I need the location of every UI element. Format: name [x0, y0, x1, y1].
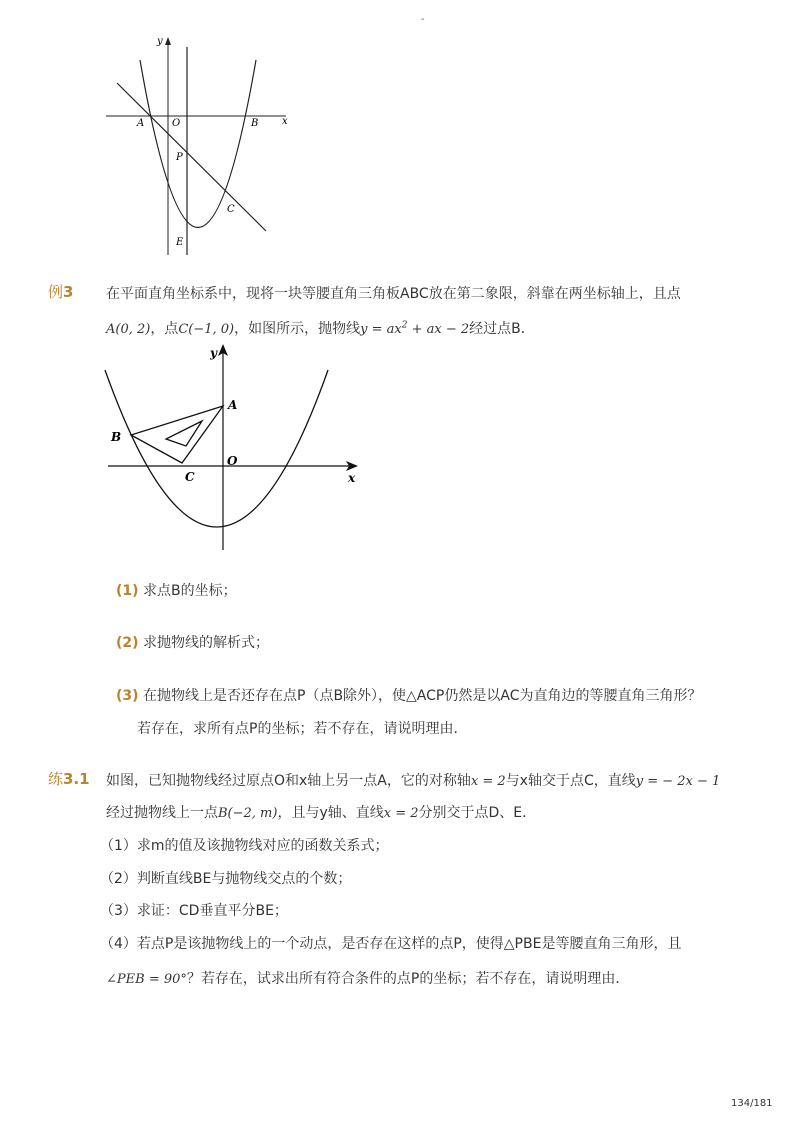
eq-suffix: + ax − 2 — [407, 322, 470, 337]
eq-prefix: y = ax — [360, 322, 402, 337]
practice-3-1-line-1 — [106, 770, 720, 790]
eq-sup: 2 — [401, 320, 408, 331]
fig1-y-arrow — [165, 37, 171, 45]
fig2-label-B: B — [111, 430, 122, 444]
text-seg: 分别交于点D、E． — [418, 805, 537, 821]
text-seg: 经过点B． — [469, 321, 535, 337]
example-3-question-1 — [116, 580, 237, 600]
example-3-question-3-cont: 若存在，求所有点P的坐标；若不存在，请说明理由． — [137, 721, 468, 737]
figure-2-diagram — [100, 340, 370, 555]
fig1-label-P: P — [176, 152, 183, 163]
example-3-question-2 — [116, 632, 269, 652]
practice-item-3: （3）求证：CD垂直平分BE； — [100, 903, 288, 919]
line-eq: y = − 2x − 1 — [635, 774, 721, 789]
fig2-parabola — [105, 370, 328, 527]
fig2-label-C: C — [185, 470, 195, 484]
fig2-label-y: y — [210, 346, 217, 360]
example-3-line-2 — [106, 318, 535, 338]
fig2-label-x: x — [348, 471, 356, 485]
practice-item-4-cont — [106, 968, 629, 988]
fig1-label-x: x — [282, 116, 288, 127]
practice-3-1-line-2 — [106, 802, 536, 822]
question-number: (1) — [116, 583, 139, 599]
angle-expr: ∠PEB = 90° — [106, 972, 187, 987]
text-seg: ？若存在，试求出所有符合条件的点P的坐标；若不存在，请说明理由． — [186, 971, 630, 987]
text-seg: 与x轴交于点C，直线 — [505, 773, 636, 789]
text-seg: 如图，已知抛物线经过原点O和x轴上另一点A，它的对称轴 — [106, 773, 471, 789]
fig2-triangle-outer — [131, 406, 223, 463]
fig1-label-O: O — [172, 118, 181, 129]
fig1-label-C: C — [227, 204, 235, 215]
page-number: 134/181 — [731, 1098, 773, 1109]
question-text: 在抛物线上是否还存在点P（点B除外），使△ACP仍然是以AC为直角边的等腰直角三角形？ — [143, 688, 702, 704]
vertical-line-eq: x = 2 — [383, 806, 419, 821]
example-3-tag-num: 3 — [63, 283, 74, 301]
text-seg: 经过抛物线上一点 — [106, 805, 218, 821]
practice-tag-prefix: 练 — [48, 770, 64, 788]
practice-tag-num: 3.1 — [63, 770, 90, 788]
example-3-tag — [48, 281, 73, 302]
parabola-eq — [360, 322, 469, 337]
symmetry-axis-eq: x = 2 — [470, 774, 506, 789]
practice-item-1: （1）求m的值及该抛物线对应的函数关系式； — [100, 838, 389, 854]
example-3-tag-prefix: 例 — [48, 283, 64, 301]
header-mark: - — [421, 14, 425, 25]
practice-item-4: （4）若点P是该抛物线上的一个动点，是否存在这样的点P，使得△PBE是等腰直角三角形，且 — [100, 936, 682, 952]
question-text: 求抛物线的解析式； — [143, 635, 269, 651]
fig1-label-B: B — [251, 118, 259, 129]
fig1-label-E: E — [176, 237, 184, 248]
question-text: 求点B的坐标； — [143, 583, 237, 599]
question-number: (3) — [116, 688, 139, 704]
practice-3-1-tag — [48, 768, 90, 789]
text-seg: ，如图所示，抛物线 — [234, 321, 361, 337]
fig2-label-O: O — [227, 454, 238, 468]
practice-item-2: （2）判断直线BE与抛物线交点的个数； — [100, 871, 352, 887]
question-number: (2) — [116, 635, 139, 651]
fig2-label-A: A — [228, 398, 238, 412]
example-3-line-1: 在平面直角坐标系中，现将一块等腰直角三角板ABC放在第二象限，斜靠在两坐标轴上，且点 — [106, 286, 681, 302]
fig1-line — [117, 83, 266, 231]
point-b-expr: B(−2, m) — [218, 806, 278, 821]
point-c-expr: C(−1, 0) — [178, 322, 235, 337]
fig1-label-A: A — [137, 118, 145, 129]
text-seg: ，且与y轴、直线 — [277, 805, 384, 821]
point-a-expr: A(0, 2) — [106, 322, 151, 337]
example-3-question-3 — [116, 685, 701, 705]
fig1-label-y: y — [157, 36, 163, 47]
text-seg: ，点 — [150, 321, 179, 337]
fig1-parabola — [140, 60, 259, 228]
figure-1-diagram — [100, 35, 300, 260]
